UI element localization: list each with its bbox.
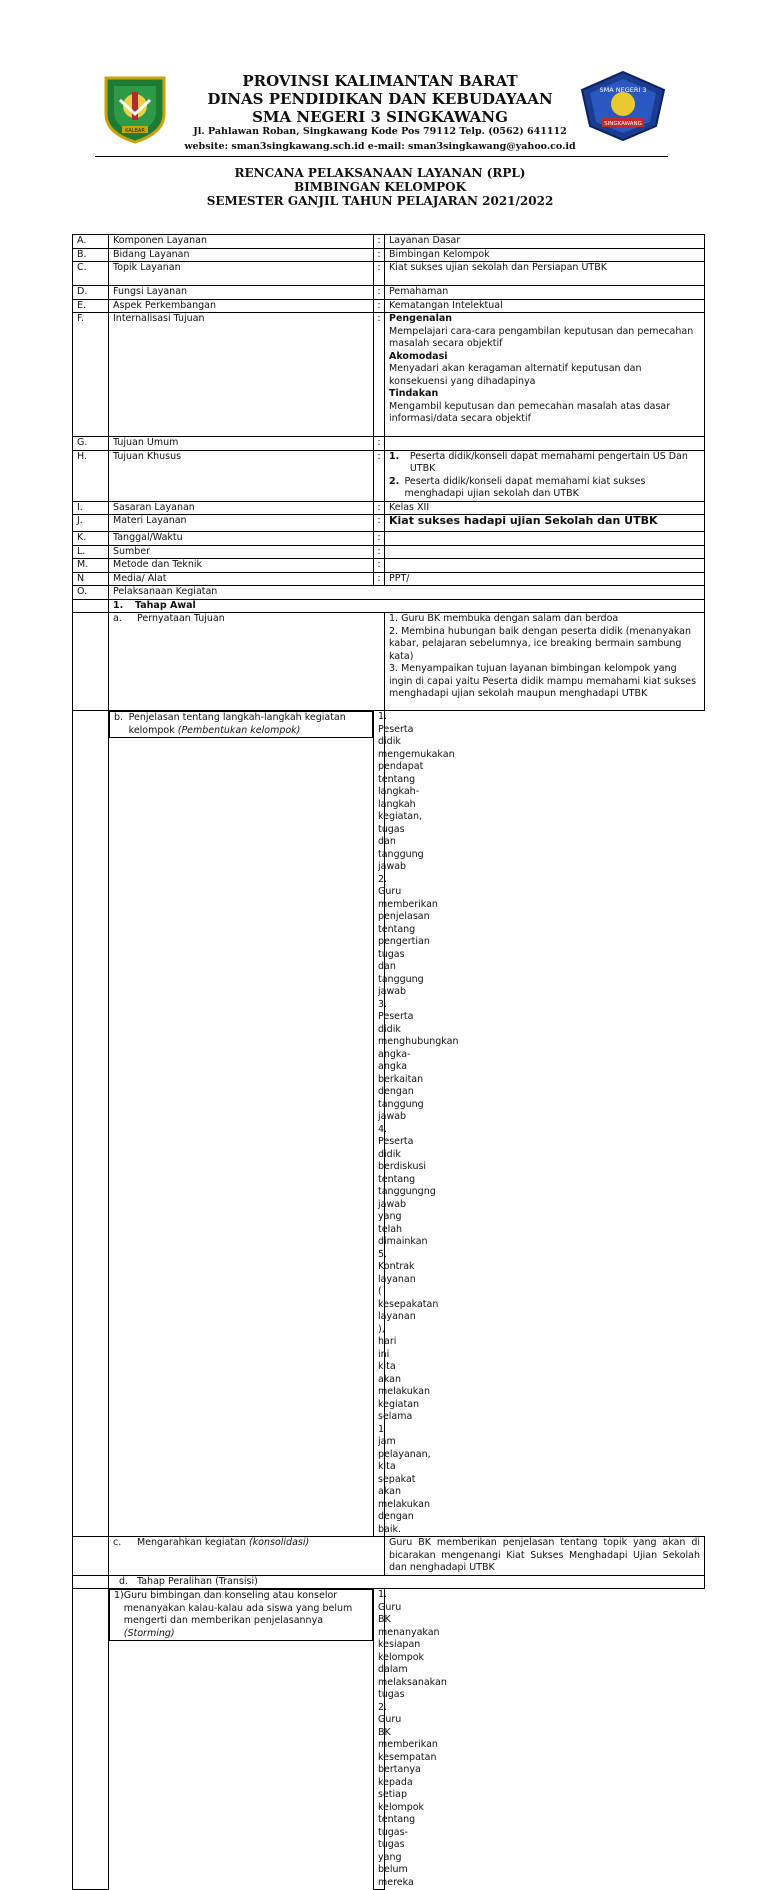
list-text: Peserta didik/konseli dapat memahami kiat sukses menghadapi ujian sekolah dan UTBK <box>404 475 646 499</box>
table-row <box>73 599 705 613</box>
row-label: Aspek Perkembangan <box>109 299 374 313</box>
school-logo-bottom-text: SINGKAWANG <box>604 121 642 127</box>
row-label: Tujuan Umum <box>109 437 374 451</box>
doc-title-rpl: RENCANA PELAKSANAAN LAYANAN (RPL) <box>234 166 526 180</box>
row-label: Internalisasi Tujuan <box>109 313 374 437</box>
table-row <box>73 299 705 313</box>
akomodasi-heading: Akomodasi <box>389 350 448 362</box>
list-item: 4. Peserta didik berdiskusi tentang tanggungng jawab yang telah dimainkan <box>378 1123 436 1247</box>
row-code: E. <box>73 299 109 313</box>
row-code: K. <box>73 532 109 546</box>
table-row <box>73 286 705 300</box>
table-row <box>73 1537 705 1576</box>
row-label: Bidang Layanan <box>109 248 374 262</box>
school-logo-top-text: SMA NEGERI 3 <box>599 86 647 94</box>
doc-title-semester: SEMESTER GANJIL TAHUN PELAJARAN 2021/2022 <box>206 194 554 208</box>
kalbar-ribbon-text: KALBAR <box>125 128 145 134</box>
table-row <box>73 235 705 249</box>
table-row <box>73 437 705 451</box>
table-row <box>73 1589 705 1890</box>
sub-label: Tahap Peralihan (Transisi) <box>137 1575 258 1587</box>
list-item: 3. Peserta didik menghubungkan angka-angka berkaitan dengan tanggung jawab <box>378 998 459 1122</box>
row-colon: : <box>374 545 385 559</box>
table-row <box>73 532 705 546</box>
row-value: Kelas XII <box>385 501 705 515</box>
list-item: 1. Peserta didik mengemukakan pendapat tentang langkah-langkah kegiatan, tugas dan tanggung jawab <box>378 711 455 872</box>
table-row <box>73 559 705 573</box>
sub-label: Mengarahkan kegiatan <box>137 1537 249 1548</box>
sub-label-italic: (konsolidasi) <box>248 1537 310 1548</box>
internalisasi-cell <box>385 313 705 437</box>
table-row <box>73 515 705 532</box>
row-label: Materi Layanan <box>109 515 374 532</box>
table-row <box>73 572 705 586</box>
row-label: Metode dan Teknik <box>109 559 374 573</box>
row-value <box>385 559 705 573</box>
rpl-table <box>72 234 705 1890</box>
row-code: L. <box>73 545 109 559</box>
row-code: B. <box>73 248 109 262</box>
row-colon: : <box>374 313 385 437</box>
header-school: SMA NEGERI 3 SINGKAWANG <box>252 108 508 126</box>
table-row <box>73 248 705 262</box>
row-colon: : <box>374 532 385 546</box>
table-row <box>73 262 705 286</box>
header-address: Jl. Pahlawan Roban, Singkawang Kode Pos 79112 Telp. (0562) 641112 <box>193 126 567 137</box>
pengenalan-heading: Pengenalan <box>389 313 453 324</box>
row-label: Tujuan Khusus <box>109 450 374 501</box>
row-value: Bimbingan Kelompok <box>385 248 705 262</box>
school-logo <box>578 70 668 142</box>
sub-code: a. <box>113 613 122 624</box>
sub-code: 1) <box>114 1590 124 1601</box>
row-label: Sasaran Layanan <box>109 501 374 515</box>
row-value <box>385 437 705 451</box>
sub-label: Guru bimbingan dan konseling atau konselor menanyakan kalau-kalau ada siswa yang belum mengerti dan memberikan penjelasannya <box>123 1590 353 1626</box>
row-colon: : <box>374 248 385 262</box>
table-row <box>73 613 705 711</box>
row-colon: : <box>374 515 385 532</box>
sub-label-wrap <box>129 712 368 737</box>
header-contact: website: sman3singkawang.sch.id e-mail: sman3singkawang@yahoo.co.id <box>184 141 576 152</box>
sub-label-italic: (Pembentukan kelompok) <box>177 724 301 736</box>
storming-label <box>109 1589 373 1641</box>
penjelasan-cell <box>374 711 459 1537</box>
row-code: F. <box>73 313 109 437</box>
row-value <box>385 532 705 546</box>
row-code: C. <box>73 262 109 286</box>
table-row <box>73 313 705 437</box>
row-label: Topik Layanan <box>109 262 374 286</box>
row-code: M. <box>73 559 109 573</box>
sub-code: d. <box>119 1575 129 1587</box>
tujuan-khusus-cell <box>385 450 705 501</box>
row-value: PPT/ <box>385 572 705 586</box>
row-code: H. <box>73 450 109 501</box>
table-row <box>73 501 705 515</box>
materi-value: Kiat sukses hadapi ujian Sekolah dan UTBK <box>385 515 705 532</box>
tahap-awal-label: Tahap Awal <box>135 599 196 611</box>
sub-code: c. <box>113 1537 122 1548</box>
table-row <box>73 545 705 559</box>
list-item: 1. Guru BK menanyakan kesiapan kelompok dalam melaksanakan tugas <box>378 1589 447 1700</box>
list-item: 5. Kontrak layanan ( kesepakatan layanan ), hari ini kita akan melakukan kegiatan selama 1 jam pelayanan, kita sepakat akan melakukan dengan baik. <box>378 1248 439 1535</box>
row-colon: : <box>374 262 385 286</box>
akomodasi-text: Menyadari akan keragaman alternatif keputusan dan konsekuensi yang dihadapinya <box>389 363 642 387</box>
tindakan-heading: Tindakan <box>389 388 439 399</box>
row-code: D. <box>73 286 109 300</box>
row-value <box>385 545 705 559</box>
list-number: 2. <box>389 475 400 487</box>
list-item <box>389 451 700 476</box>
row-code: N <box>73 572 109 586</box>
pernyataan-tujuan-label <box>109 613 385 711</box>
row-code: O. <box>73 586 109 600</box>
row-label: Fungsi Layanan <box>109 286 374 300</box>
list-number: 1. <box>389 450 400 462</box>
list-item <box>389 476 700 501</box>
row-code: J. <box>73 515 109 532</box>
pengenalan-text: Mempelajari cara-cara pengambilan keputusan dan pemecahan masalah secara objektif <box>389 325 694 349</box>
header-divider <box>95 156 668 157</box>
sub-label: Penjelasan tentang langkah-langkah kegiatan kelompok <box>128 712 346 736</box>
row-code: I. <box>73 501 109 515</box>
doc-title-bk: BIMBINGAN KELOMPOK <box>293 180 467 194</box>
mengarahkan-cell: Guru BK memberikan penjelasan tentang topik yang akan di bicarakan mengenangi Kiat Sukses Menghadapi Ujian Sekolah dan nenghadapi UTBK <box>385 1537 705 1576</box>
header-province: PROVINSI KALIMANTAN BARAT <box>242 72 518 90</box>
sub-label-wrap <box>124 1590 368 1640</box>
row-colon: : <box>374 572 385 586</box>
row-label: Tanggal/Waktu <box>109 532 374 546</box>
header-agency: DINAS PENDIDIKAN DAN KEBUDAYAAN <box>207 90 553 108</box>
table-row <box>73 711 705 1537</box>
row-colon: : <box>374 286 385 300</box>
row-value: Pemahaman <box>385 286 705 300</box>
row-colon: : <box>374 501 385 515</box>
row-code: A. <box>73 235 109 249</box>
row-label: Sumber <box>109 545 374 559</box>
row-code: G. <box>73 437 109 451</box>
list-item: 1. Guru BK membuka dengan salam dan berdoa <box>389 613 619 624</box>
row-colon: : <box>374 299 385 313</box>
list-item: 2. Guru memberikan penjelasan tentang pengertian tugas dan tanggung jawab <box>378 873 438 997</box>
tahap-peralihan-heading <box>109 1575 705 1589</box>
list-item: 2. Membina hubungan baik dengan peserta didik (menanyakan kabar, pelajaran sebelumnya, ice breaking bermain sambung kata) <box>389 625 692 662</box>
mengarahkan-label <box>109 1537 385 1576</box>
row-colon: : <box>374 559 385 573</box>
sub-label-italic: (Storming) <box>123 1627 175 1639</box>
kalbar-emblem-logo <box>100 74 170 144</box>
tahap-awal-heading <box>109 599 705 613</box>
row-value: Kiat sukses ujian sekolah dan Persiapan UTBK <box>385 262 705 286</box>
row-colon: : <box>374 450 385 501</box>
row-label: Media/ Alat <box>109 572 374 586</box>
table-row <box>73 586 705 600</box>
list-item: 2. Guru BK memberikan kesempatan bertanya kepada setiap kelompok tentang tugas-tugas yang belum mereka <box>378 1701 438 1888</box>
row-value: Layanan Dasar <box>385 235 705 249</box>
pernyataan-tujuan-cell <box>385 613 705 711</box>
row-colon: : <box>374 235 385 249</box>
penjelasan-label <box>109 711 373 738</box>
sub-label: Pernyataan Tujuan <box>137 613 225 624</box>
table-row <box>73 450 705 501</box>
tindakan-text: Mengambil keputusan dan pemecahan masalah atas dasar informasi/data secara objektif <box>389 400 671 424</box>
row-value: Kematangan Intelektual <box>385 299 705 313</box>
tahap-awal-number: 1. <box>113 599 124 611</box>
list-item: 3. Menyampaikan tujuan layanan bimbingan kelompok yang ingin di capai yaitu Peserta didik mampu memahami kiat sukses menghadapi ujian sekolah maupun menghadapi UTBK <box>389 663 697 699</box>
list-text: Peserta didik/konseli dapat memahami pengertain US Dan UTBK <box>409 450 688 474</box>
row-label: Pelaksanaan Kegiatan <box>109 586 705 600</box>
row-colon: : <box>374 437 385 451</box>
row-label: Komponen Layanan <box>109 235 374 249</box>
table-row <box>73 1575 705 1589</box>
storming-cell <box>374 1589 447 1890</box>
sub-code: b. <box>114 712 124 723</box>
